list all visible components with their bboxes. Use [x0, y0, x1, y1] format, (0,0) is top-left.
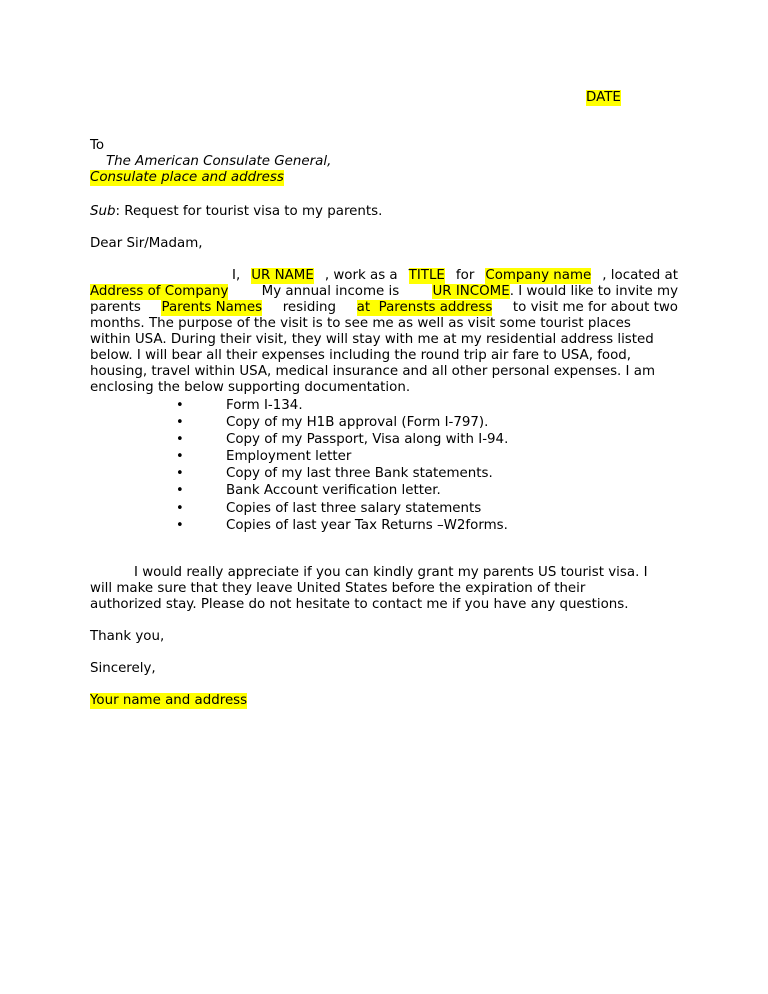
bullet-icon: • — [176, 398, 184, 413]
para1-line-6: below. I will bear all their expenses including the round trip air fare to USA, food, — [90, 348, 632, 363]
para1-line-1: I, UR NAME , work as a TITLE for Company name , located at — [232, 268, 678, 283]
para2-line-2: will make sure that they leave United States before the expiration of their — [90, 581, 586, 596]
signature-placeholder: Your name and address — [90, 693, 248, 708]
company-placeholder: Company name — [485, 268, 592, 283]
name-placeholder: UR NAME — [251, 268, 314, 283]
letter-page: DATE To The American Consulate General, Consulate place and address Sub: Request for tourist visa to my parents. Dear Sir/Madam, I, UR NAME , work as a TITLE for Company name , located at Address of Company My annual income is UR INCOME. I would like to invite my parents Parents Names residing at Parensts address to visit me for about two months. The purpose of the visit is to see me as well as visit some tourist places within USA. During their visit, they will stay with me at my residential address listed below. I will bear all their expenses including the round trip air fare to USA, food, housing, travel within USA, medical insurance and all other personal expenses. I am enclosing the below supporting documentation. • Form I-134. • Copy of my H1B approval (Form I-797). • Copy of my Passport, Visa along with I-94. • Employment letter • Copy of my last three Bank statements. • Bank Account verification letter. • Copies of last three salary statements • Copies of last year Tax Returns –W2forms. I would really appreciate if you can kindly grant my parents US tourist visa. I will make sure that they leave United States before the expiration of their authorized stay. Please do not hesitate to contact me if you have any questions. Thank you, Sincerely, Your name and address — [90, 90, 678, 708]
closing-line: Sincerely, — [90, 661, 156, 676]
salutation: Dear Sir/Madam, — [90, 236, 203, 251]
bullet-icon: • — [176, 517, 184, 533]
subject-label: Sub — [90, 204, 116, 219]
income-placeholder: UR INCOME — [432, 284, 510, 299]
para1-line-8: enclosing the below supporting documentation. — [90, 380, 411, 395]
subject-line — [90, 204, 382, 220]
thank-you-line: Thank you, — [90, 629, 165, 644]
bullet-icon: • — [176, 500, 184, 516]
para1-line-5: within USA. During their visit, they will stay with me at my residential address listed — [90, 332, 654, 347]
para1-line-7: housing, travel within USA, medical insurance and all other personal expenses. I am — [90, 364, 656, 379]
para1-line-3: parents Parents Names residing at Parensts address to visit me for about two — [90, 300, 678, 315]
recipient-line: The American Consulate General, — [106, 154, 332, 169]
consulate-address-placeholder: Consulate place and address — [90, 170, 284, 185]
para1-line-4: months. The purpose of the visit is to see me as well as visit some tourist places — [90, 316, 631, 331]
parents-names-placeholder: Parents Names — [161, 300, 263, 315]
para1-line-2: Address of Company My annual income is UR INCOME. I would like to invite my — [90, 284, 678, 299]
bullet-icon: • — [176, 432, 184, 448]
bullet-icon: • — [176, 466, 184, 482]
subject-text: : Request for tourist visa to my parents. — [115, 204, 383, 219]
date-placeholder: DATE — [586, 90, 621, 105]
para2-line-1: I would really appreciate if you can kindly grant my parents US tourist visa. I — [134, 565, 648, 580]
bullet-icon: • — [176, 483, 184, 499]
parents-address-placeholder: at Parensts address — [356, 300, 493, 315]
title-placeholder: TITLE — [408, 268, 445, 283]
to-label: To — [90, 138, 105, 153]
para2-line-3: authorized stay. Please do not hesitate to contact me if you have any questions. — [90, 597, 629, 612]
bullet-icon: • — [176, 415, 184, 431]
bullet-icon: • — [176, 449, 184, 465]
company-address-placeholder: Address of Company — [90, 284, 229, 299]
